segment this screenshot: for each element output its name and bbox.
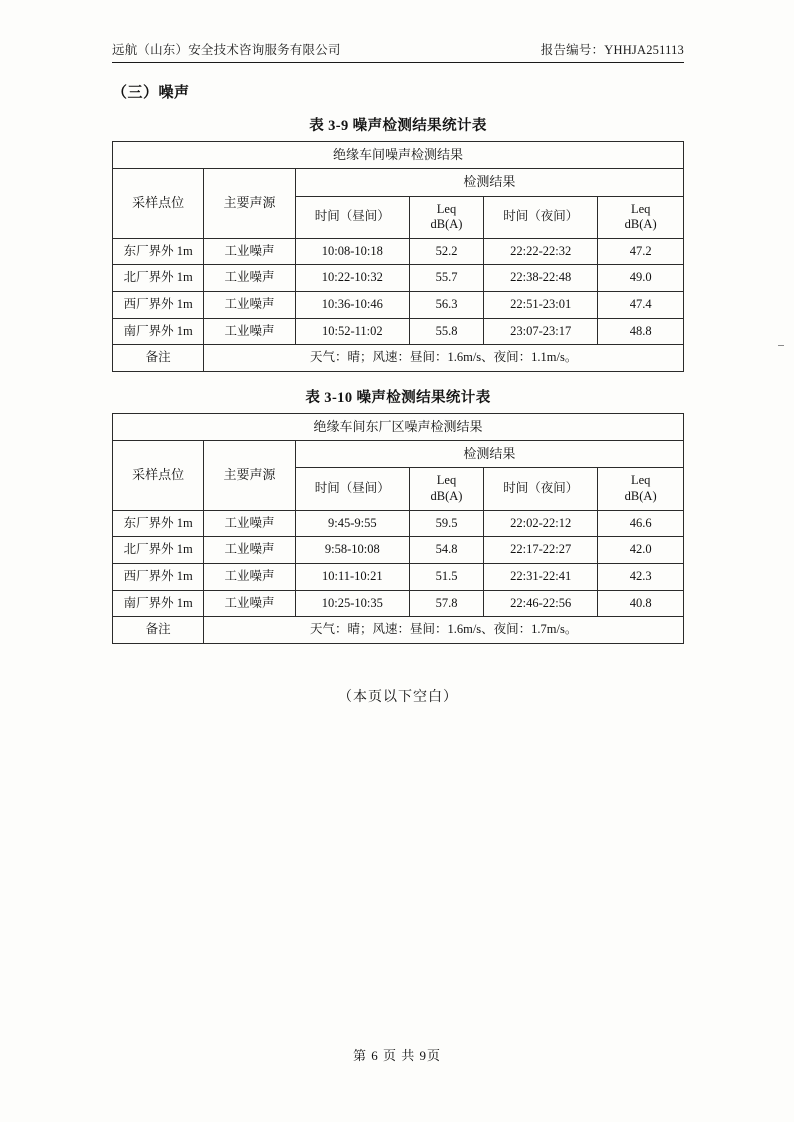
cell-leq-night: 47.2: [598, 238, 684, 265]
table-header-row: [113, 169, 684, 196]
cell-leq-day: 52.2: [409, 238, 483, 265]
cell-time-day: 10:52-11:02: [295, 318, 409, 345]
cell-source: 工业噪声: [204, 590, 295, 617]
cell-point: 南厂界外 1m: [113, 590, 204, 617]
cell-time-day: 10:11-10:21: [295, 563, 409, 590]
table-band-row: [113, 413, 684, 440]
cell-leq-night: 49.0: [598, 265, 684, 292]
noise-results-table-2: [112, 413, 684, 644]
page-content: [112, 40, 684, 706]
remark-text: 天气：晴；风速：昼间：1.6m/s、夜间：1.1m/s。: [204, 345, 684, 372]
cell-point: 北厂界外 1m: [113, 537, 204, 564]
cell-leq-day: 59.5: [409, 510, 483, 537]
blank-page-note: （本页以下空白）: [338, 689, 458, 705]
table-row: [113, 238, 684, 265]
noise-results-table-1: [112, 141, 684, 372]
cell-time-night: 22:17-22:27: [484, 537, 598, 564]
table-header-row: [113, 441, 684, 468]
header-leq-night-line1: Leq: [630, 201, 651, 216]
header-leq-day-line2: dB(A): [430, 217, 463, 232]
table-caption-1: 表 3-9 噪声检测结果统计表: [309, 118, 487, 134]
table-row: [113, 265, 684, 292]
cell-point: 西厂界外 1m: [113, 563, 204, 590]
margin-tick-mark: [778, 345, 784, 346]
cell-time-day: 10:22-10:32: [295, 265, 409, 292]
cell-source: 工业噪声: [204, 238, 295, 265]
header-source: 主要声源: [204, 441, 295, 511]
cell-point: 北厂界外 1m: [113, 265, 204, 292]
cell-source: 工业噪声: [204, 265, 295, 292]
table-band-label: 绝缘车间东厂区噪声检测结果: [113, 413, 684, 440]
cell-source: 工业噪声: [204, 292, 295, 319]
header-leq-night: [598, 196, 684, 238]
header-leq-night-line2: dB(A): [624, 217, 657, 232]
cell-point: 东厂界外 1m: [113, 238, 204, 265]
table-remark-row: [113, 345, 684, 372]
header-result: 检测结果: [295, 169, 683, 196]
table-row: [113, 292, 684, 319]
remark-label: 备注: [113, 617, 204, 644]
cell-time-night: 22:02-22:12: [484, 510, 598, 537]
cell-leq-day: 56.3: [409, 292, 483, 319]
remark-text: 天气：晴；风速：昼间：1.6m/s、夜间：1.7m/s。: [204, 617, 684, 644]
header-point: 采样点位: [113, 169, 204, 239]
table-band-row: [113, 142, 684, 169]
cell-leq-night: 48.8: [598, 318, 684, 345]
cell-point: 西厂界外 1m: [113, 292, 204, 319]
table-row: [113, 563, 684, 590]
cell-leq-day: 51.5: [409, 563, 483, 590]
cell-source: 工业噪声: [204, 537, 295, 564]
header-leq-day-line1: Leq: [436, 201, 457, 216]
header-leq-night: [598, 468, 684, 510]
cell-leq-day: 55.7: [409, 265, 483, 292]
header-result: 检测结果: [295, 441, 683, 468]
header-leq-day-line2: dB(A): [430, 489, 463, 503]
header-time-day: 时间（昼间）: [295, 468, 409, 510]
cell-time-day: 10:25-10:35: [295, 590, 409, 617]
table-row: [113, 537, 684, 564]
table-row: [113, 510, 684, 537]
cell-leq-day: 54.8: [409, 537, 483, 564]
cell-time-day: 9:58-10:08: [295, 537, 409, 564]
cell-leq-night: 42.3: [598, 563, 684, 590]
cell-time-night: 22:31-22:41: [484, 563, 598, 590]
cell-time-day: 10:36-10:46: [295, 292, 409, 319]
header-leq-day-line1: Leq: [436, 473, 457, 488]
header-source: 主要声源: [204, 169, 295, 239]
header-time-day: 时间（昼间）: [295, 196, 409, 238]
cell-point: 南厂界外 1m: [113, 318, 204, 345]
cell-leq-night: 42.0: [598, 537, 684, 564]
header-leq-day: [409, 468, 483, 510]
section-heading: （三）噪声: [112, 85, 190, 101]
header-leq-day: [409, 196, 483, 238]
table-row: [113, 590, 684, 617]
cell-leq-night: 47.4: [598, 292, 684, 319]
header-time-night: 时间（夜间）: [484, 468, 598, 510]
cell-time-day: 10:08-10:18: [295, 238, 409, 265]
header-time-night: 时间（夜间）: [484, 196, 598, 238]
cell-leq-night: 46.6: [598, 510, 684, 537]
company-name: 远航（山东）安全技术咨询服务有限公司: [112, 43, 341, 57]
cell-source: 工业噪声: [204, 318, 295, 345]
remark-label: 备注: [113, 345, 204, 372]
header-leq-night-line2: dB(A): [624, 489, 657, 503]
cell-source: 工业噪声: [204, 563, 295, 590]
cell-point: 东厂界外 1m: [113, 510, 204, 537]
cell-time-day: 9:45-9:55: [295, 510, 409, 537]
header-leq-night-line1: Leq: [630, 473, 651, 488]
cell-time-night: 22:46-22:56: [484, 590, 598, 617]
cell-time-night: 23:07-23:17: [484, 318, 598, 345]
cell-leq-day: 55.8: [409, 318, 483, 345]
page-footer: 第 6 页 共 9页: [352, 1048, 441, 1063]
cell-source: 工业噪声: [204, 510, 295, 537]
table-remark-row: [113, 617, 684, 644]
cell-time-night: 22:51-23:01: [484, 292, 598, 319]
report-number: 报告编号：YHHJA251113: [540, 43, 684, 57]
document-header: [112, 40, 684, 63]
cell-time-night: 22:38-22:48: [484, 265, 598, 292]
cell-leq-night: 40.8: [598, 590, 684, 617]
table-row: [113, 318, 684, 345]
cell-time-night: 22:22-22:32: [484, 238, 598, 265]
cell-leq-day: 57.8: [409, 590, 483, 617]
table-band-label: 绝缘车间噪声检测结果: [113, 142, 684, 169]
header-point: 采样点位: [113, 441, 204, 511]
table-caption-2: 表 3-10 噪声检测结果统计表: [305, 389, 491, 406]
